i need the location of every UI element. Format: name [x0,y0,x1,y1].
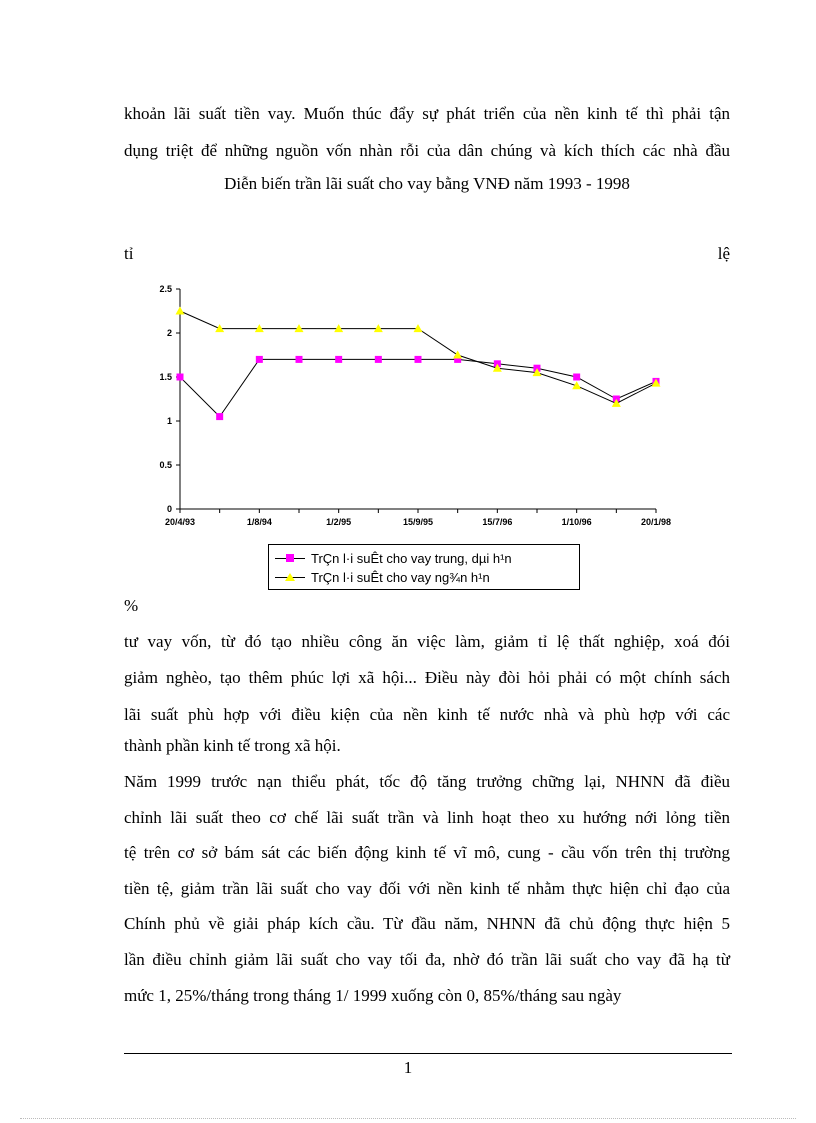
legend-item-series-1 [275,549,512,567]
data-point [216,413,223,420]
x-tick-label: 20/4/93 [164,517,196,527]
paragraph-line: mức 1, 25%/tháng trong tháng 1/ 1999 xuống còn 0, 85%/tháng sau ngày [124,986,622,1005]
data-point [176,307,185,315]
page-number: 1 [403,1058,413,1077]
y-tick-label: 1.5 [159,372,172,382]
chart-series [176,307,661,421]
paragraph-line: tư vay vốn, từ đó tạo nhiều công ăn việc làm, giảm tỉ lệ thất nghiệp, xoá đói [124,632,730,651]
data-point [256,356,263,363]
x-tick-label: 15/7/96 [482,517,513,527]
x-tick-label: 1/8/94 [246,517,272,527]
data-point [335,356,342,363]
x-tick-label: 15/9/95 [402,517,434,527]
data-point [453,351,462,359]
legend-marker-square [275,553,305,563]
y-tick-label: 2 [166,328,172,338]
paragraph-line: chỉnh lãi suất theo cơ chế lãi suất trần và linh hoạt theo xu hướng nới lỏng tiền [124,808,730,827]
data-point [296,356,303,363]
y-tick-label: 2.5 [159,284,172,294]
chart-title: Diễn biến trần lãi suất cho vay bằng VNĐ năm 1993 - 1998 [224,174,630,193]
y-tick-label: 0 [166,504,172,514]
data-point [375,356,382,363]
x-tick-label: 1/2/95 [326,517,352,527]
y-axis-word-right: lệ [717,244,730,263]
footer-divider [124,1053,732,1054]
paragraph-line: dụng triệt để những nguồn vốn nhàn rỗi của dân chúng và kích thích các nhà đầu [124,141,730,160]
legend-marker-triangle [275,572,305,582]
paragraph-line: thành phần kinh tế trong xã hội. [124,736,341,755]
line-chart [150,276,710,536]
paragraph-line: giảm nghèo, tạo thêm phúc lợi xã hội... Điều này đòi hỏi phải có một chính sách [124,668,730,687]
legend-label: TrÇn l·i suÊt cho vay ng¾n h¹n [311,569,490,585]
paragraph-line: khoản lãi suất tiền vay. Muốn thúc đẩy sự phát triển của nền kinh tế thì phải tận [124,104,730,123]
y-tick-label: 0.5 [159,460,172,470]
legend-item-series-2 [275,568,490,586]
data-point [572,381,581,389]
paragraph-line: tệ trên cơ sở bám sát các biến động kinh tế vĩ mô, cung - cầu vốn trên thị trường [124,843,730,862]
x-tick-label: 1/10/96 [561,517,592,527]
paragraph-line: lãi suất phù hợp với điều kiện của nền kinh tế nước nhà và phù hợp với các [124,705,730,724]
paragraph-line: tiền tệ, giảm trần lãi suất cho vay đối với nền kinh tế nhằm thực hiện chỉ đạo của [124,879,730,898]
paragraph-line: lần điều chỉnh giảm lãi suất cho vay tối đa, nhờ đó trần lãi suất cho vay đã hạ từ [124,950,730,969]
y-axis-word-left: tỉ [124,244,134,263]
data-point [177,374,184,381]
paragraph-line: Chính phủ về giải pháp kích cầu. Từ đầu năm, NHNN đã chủ động thực hiện 5 [124,914,730,933]
data-point [415,356,422,363]
data-point [573,374,580,381]
x-tick-label: 20/1/98 [640,517,672,527]
unit-label: % [124,596,139,615]
legend-label: TrÇn l·i suÊt cho vay trung, dµi h¹n [311,550,512,566]
chart-axes [159,284,671,527]
page-edge [20,1118,796,1119]
y-tick-label: 1 [166,416,172,426]
paragraph-line: Năm 1999 trước nạn thiểu phát, tốc độ tăng trưởng chững lại, NHNN đã điều [124,772,730,791]
chart-legend [268,544,580,590]
series-line-1 [180,359,656,416]
